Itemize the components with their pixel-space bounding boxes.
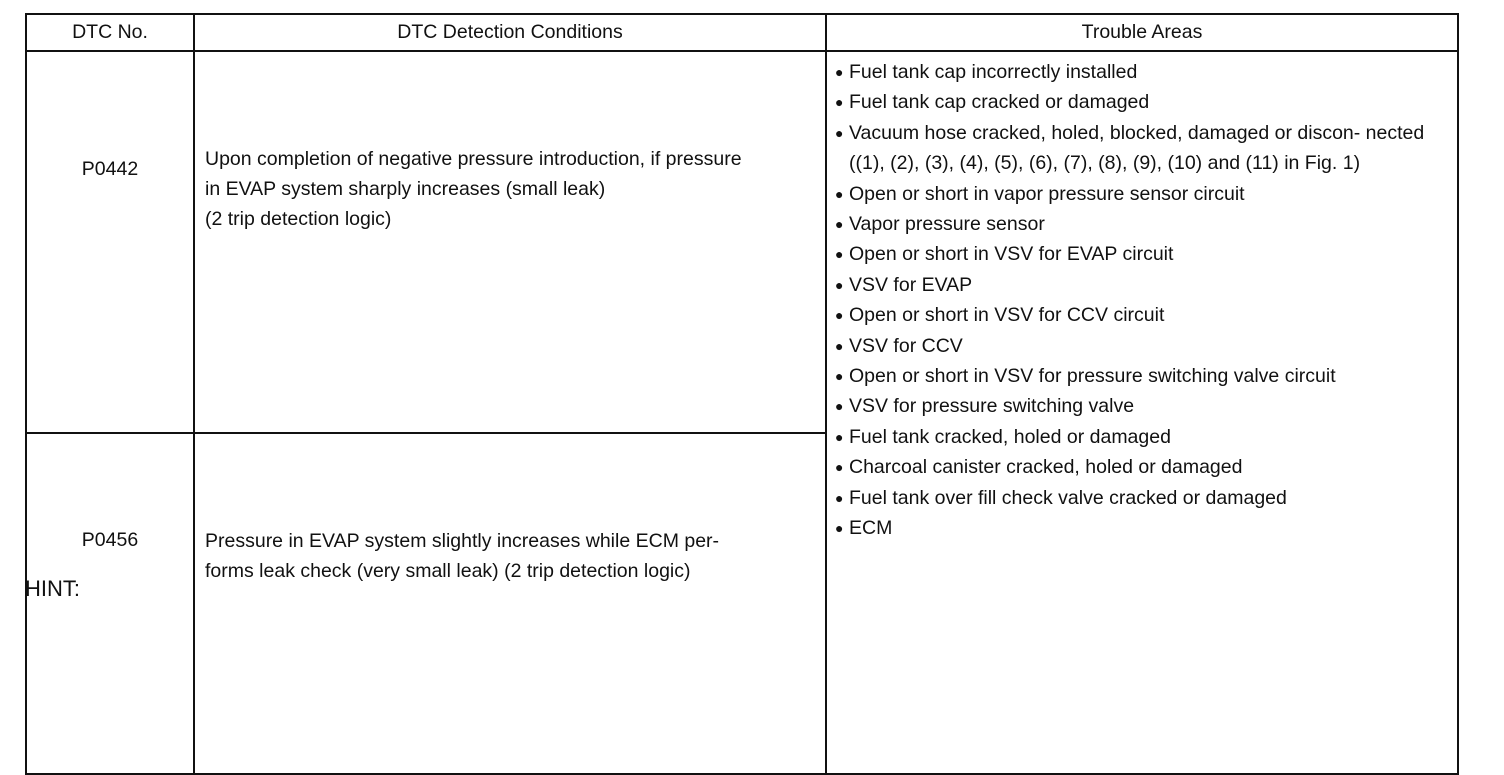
bullet-icon: ● bbox=[835, 216, 844, 233]
condition-line: (2 trip detection logic) bbox=[205, 208, 392, 230]
header-dtc-no: DTC No. bbox=[26, 14, 194, 51]
list-item bbox=[835, 118, 1427, 179]
trouble-area-text: Charcoal canister cracked, holed or damaged bbox=[849, 456, 1243, 479]
bullet-icon: ● bbox=[835, 276, 844, 293]
trouble-area-text: VSV for EVAP bbox=[849, 273, 973, 296]
list-item bbox=[835, 300, 1427, 330]
condition-line: Pressure in EVAP system slightly increases while ECM per- bbox=[205, 530, 720, 552]
header-detection-conditions: DTC Detection Conditions bbox=[194, 14, 826, 51]
bullet-icon: ● bbox=[835, 337, 844, 354]
detection-condition bbox=[194, 51, 826, 433]
list-item bbox=[835, 87, 1427, 117]
list-item bbox=[835, 513, 1427, 543]
list-item bbox=[835, 57, 1427, 87]
condition-line: Upon completion of negative pressure introduction, if pressure bbox=[205, 148, 742, 170]
bullet-icon: ● bbox=[835, 489, 844, 506]
list-item bbox=[835, 361, 1427, 391]
list-item bbox=[835, 422, 1427, 452]
trouble-area-text: ECM bbox=[849, 517, 893, 540]
bullet-icon: ● bbox=[835, 94, 844, 111]
detection-condition bbox=[194, 433, 826, 774]
bullet-icon: ● bbox=[835, 307, 844, 324]
hint-label: HINT: bbox=[25, 576, 80, 601]
list-item bbox=[835, 391, 1427, 421]
bullet-icon: ● bbox=[835, 246, 844, 263]
bullet-icon: ● bbox=[835, 64, 844, 80]
trouble-area-text: Fuel tank over fill check valve cracked or damaged bbox=[849, 486, 1287, 509]
bullet-icon: ● bbox=[835, 368, 844, 385]
trouble-area-text: Open or short in VSV for EVAP circuit bbox=[849, 243, 1174, 266]
table-row bbox=[26, 51, 1458, 433]
list-item bbox=[835, 331, 1427, 361]
trouble-area-text: VSV for pressure switching valve bbox=[849, 395, 1135, 418]
bullet-icon: ● bbox=[835, 428, 844, 445]
trouble-area-text: Fuel tank cap cracked or damaged bbox=[849, 91, 1150, 114]
dtc-table bbox=[25, 13, 1459, 775]
list-item bbox=[835, 452, 1427, 482]
trouble-area-text: Fuel tank cracked, holed or damaged bbox=[849, 425, 1171, 448]
trouble-areas-list bbox=[835, 57, 1427, 544]
trouble-area-text: VSV for CCV bbox=[849, 334, 963, 357]
list-item bbox=[835, 239, 1427, 269]
trouble-area-text: Fuel tank cap incorrectly installed bbox=[849, 61, 1138, 83]
list-item bbox=[835, 179, 1427, 209]
trouble-area-text: Open or short in VSV for CCV circuit bbox=[849, 304, 1165, 327]
dtc-code: P0442 bbox=[26, 51, 194, 433]
condition-line: in EVAP system sharply increases (small leak) bbox=[205, 178, 606, 200]
list-item bbox=[835, 270, 1427, 300]
trouble-areas-cell bbox=[826, 51, 1458, 774]
list-item bbox=[835, 209, 1427, 239]
condition-line: forms leak check (very small leak) (2 trip detection logic) bbox=[205, 560, 691, 582]
trouble-area-text: Open or short in VSV for pressure switching valve circuit bbox=[849, 365, 1336, 388]
bullet-icon: ● bbox=[835, 520, 844, 537]
bullet-icon: ● bbox=[835, 459, 844, 476]
trouble-area-text: Vapor pressure sensor bbox=[849, 213, 1045, 236]
bullet-icon: ● bbox=[835, 185, 844, 202]
trouble-area-text: Vacuum hose cracked, holed, blocked, damaged or discon- nected ((1), (2), (3), (4), (5), (6), (7), (8), (9), (10) and (11) in Fig. 1) bbox=[849, 121, 1425, 175]
header-trouble-areas: Trouble Areas bbox=[826, 14, 1458, 51]
bullet-icon: ● bbox=[835, 398, 844, 415]
list-item bbox=[835, 483, 1427, 513]
bullet-icon: ● bbox=[835, 124, 844, 141]
header-row bbox=[26, 14, 1458, 51]
trouble-area-text: Open or short in vapor pressure sensor circuit bbox=[849, 182, 1245, 205]
dtc-code: P0456 bbox=[26, 433, 194, 774]
